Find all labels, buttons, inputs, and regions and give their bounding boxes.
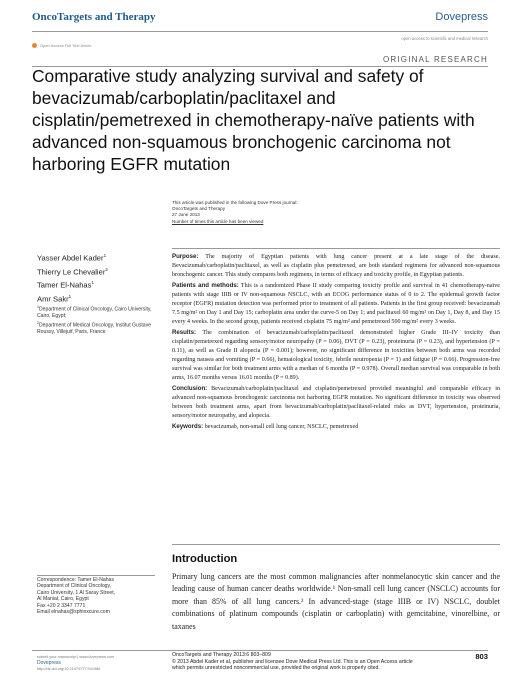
- publication-line: This article was published in the following Dove Press journal:: [172, 200, 298, 205]
- introduction-heading: Introduction: [172, 553, 238, 565]
- author: Amr Sakr$^1$: [37, 294, 72, 304]
- footer-brand[interactable]: Dovepress: [37, 660, 61, 666]
- doi-link[interactable]: http://dx.doi.org/10.2147/OTT.S41986: [37, 667, 101, 671]
- journal-name[interactable]: OncoTargets and Therapy: [32, 11, 156, 23]
- article-title: Comparative study analyzing survival and safety of bevacizumab/carboplatin/paclitaxel and cisplatin/pemetrexed in chemotherapy-naïve patients with advanced non-squamous bronchogenic carcinoma not harboring EGFR mutation: [32, 66, 475, 174]
- publication-date: 27 June 2013: [172, 212, 200, 218]
- footer-left: [37, 654, 114, 672]
- views-link[interactable]: Number of times this article has been viewed: [172, 218, 264, 224]
- abstract-methods: Patients and methods: This is a randomized Phase II study comparing toxicity profile and survival in 41 chemotherapy-naïve patients with stage IIIB or IV non-squamous NSCLC, with an ECOG performance status of 0 to 2. The epidermal growth factor receptor (EGFR) mutation detection was performed prior to treatment of all patients. Patients in the first group received: bevacizumab 7.5 mg/m² on Day 1 and Day 15; carboplatin area under the curve-5 on Day 1; and paclitaxel 60 mg/m² on Day 1, Day 8, and Day 15 every 4 weeks. In the second group, patients received cisplatin 75 mg/m² and pemetrexed 500 mg/m² every 3 weeks.: [172, 281, 500, 326]
- affiliation: $^2$Department of Medical Oncology, Institut Gustave Roussy, Villejuif, Paris, France: [37, 320, 152, 335]
- publication-journal: OncoTargets and Therapy: [172, 206, 226, 212]
- correspondence-email[interactable]: Email elnahas@sphinxcure.com: [37, 609, 110, 616]
- correspondence-line: Cairo University, 1 Al Saray Street,: [37, 589, 116, 596]
- abstract-purpose: Purpose: The majority of Egyptian patients with lung cancer present at a late stage of the disease. Bevacizumab/carboplatin/paclitaxel, as well as cisplatin plus pemetrexed, are both standard regimens for advanced non-squamous bronchogenic cancer. This study compares both regimens, in terms of efficacy and toxicity profile, in Egyptian patients.: [172, 253, 500, 279]
- open-access-label: [32, 43, 92, 48]
- correspondence-line: Correspondence: Tamer El-Nahas: [37, 577, 114, 583]
- correspondence-line: Department of Clinical Oncology,: [37, 583, 112, 590]
- citation: OncoTargets and Therapy 2013:6 803–809: [172, 652, 271, 658]
- publisher-logo[interactable]: Dovepress: [435, 11, 488, 23]
- publication-note: [172, 200, 298, 225]
- abstract-keywords: Keywords: bevacizumab, non-small cell lung cancer, NSCLC, pemetrexed: [172, 423, 359, 431]
- author-list: [37, 250, 108, 305]
- article-type: ORIGINAL RESEARCH: [382, 55, 488, 64]
- page-number: 803: [475, 652, 488, 661]
- abstract-results: Results: The combination of bevacizumab/carboplatin/paclitaxel demonstrated higher Grade III–IV toxicity than cisplatin/pemetrexed regarding sensory/motor neuropathy (P = 0.06), DVT (P = 0.23), proteinuria (P = 0.23), and hypertension (P = 0.11), as well as Grade II alopecia (P = 0.001); however, no significant difference in toxicities between both arms was recorded regarding nausea and vomiting (P = 0.66), hematological toxicity, febrile neutropenia (P = 1) and fatigue (P = 0.66). Progression-free survival was similar for both treatment arms with a median of 6 months (P = 0.978). Overall median survival was comparable in both arms, 16.07 months versus 16.01 months (P = 0.89).: [172, 328, 500, 382]
- publisher-tagline: open access to scientific and medical research: [401, 36, 488, 41]
- license-text: which permits unrestricted noncommercial use, provided the original work is properly cited.: [172, 665, 380, 672]
- introduction-text: Primary lung cancers are the most common malignancies after nonmelanocytic skin cancer and the leading cause of human cancer deaths worldwide.¹ Non-small cell lung cancer (NSCLC) accounts for more than 85% of all lung cancers.² In advanced-stage (stage IIIB or IV) NSCLC, doublet combinations of platinum compounds (cisplatin or carboplatin) with gemcitabine, vinorelbine, or taxanes: [172, 572, 500, 631]
- open-access-text: Open Access Full Text Article: [40, 43, 92, 48]
- abstract-bottom-divider: [172, 544, 500, 545]
- correspondence-line: Fax +20 2 3347 7771: [37, 602, 86, 609]
- affiliation: $^1$Department of Clinical Oncology, Cairo University, Cairo, Egypt;: [37, 305, 152, 320]
- affiliations: [37, 304, 155, 335]
- abstract-top-divider: [172, 248, 500, 249]
- footer-right: [172, 652, 500, 672]
- header-divider: [32, 31, 488, 32]
- correspondence-line: Al Manial, Cairo, Egypt: [37, 596, 89, 603]
- correspondence-block: [37, 577, 157, 615]
- correspondence-divider: [37, 575, 155, 576]
- submit-link[interactable]: submit your manuscript | www.dovepress.com: [37, 655, 115, 659]
- abstract: [172, 252, 500, 433]
- abstract-conclusion: Conclusion: Bevacizumab/carboplatin/paclitaxel and cisplatin/pemetrexed provided meaningful and comparable efficacy in advanced non-squamous bronchogenic carcinoma not harboring EGFR mutation. No significant difference in toxicity was observed between both treatment arms, apart from bevacizumab/carboplatin/paclitaxel-related risks as DVT, hypertension, proteinuria, sensory/motor neuropathy, and alopecia.: [172, 385, 500, 420]
- author: Thierry Le Chevalier$^2$: [37, 266, 108, 277]
- author: Tamer El-Nahas$^1$: [37, 280, 94, 290]
- author: Yasser Abdel Kader$^1$: [37, 253, 107, 263]
- footer-divider: [32, 650, 488, 651]
- license-text: © 2013 Abdel Kader et al, publisher and licensee Dove Medical Press Ltd. This is an Open Access article: [172, 658, 413, 665]
- open-access-icon: [32, 43, 37, 48]
